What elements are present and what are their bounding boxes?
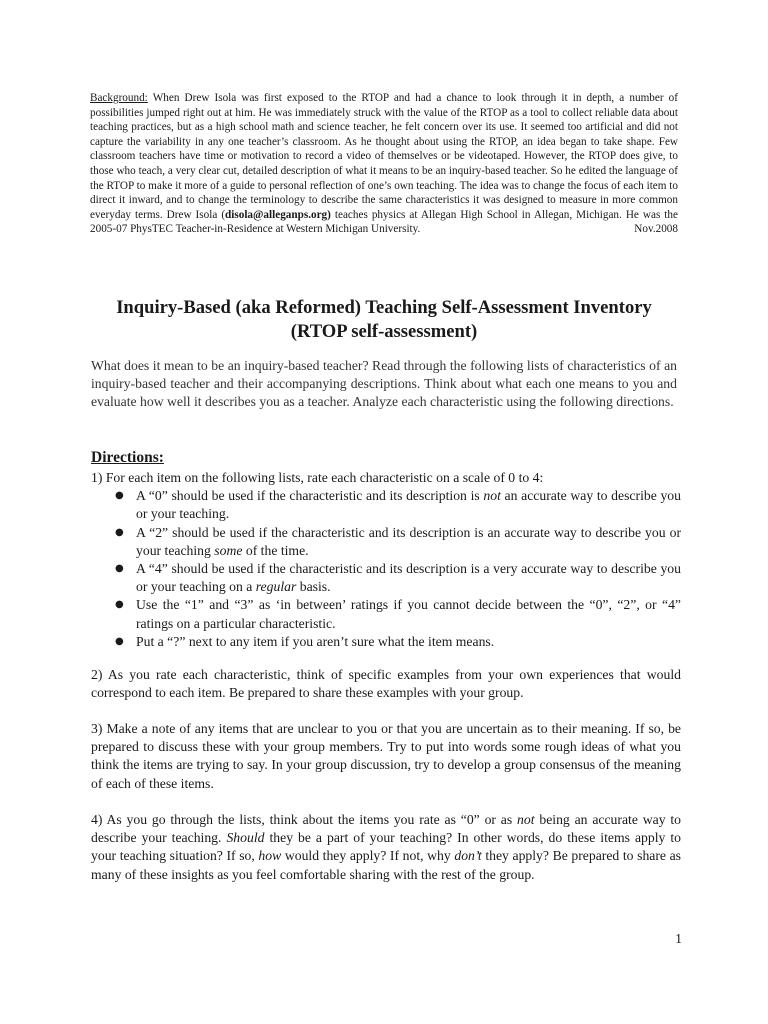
directions-heading: Directions: (91, 449, 164, 466)
document-title (80, 296, 688, 344)
rating-bullet-list (91, 487, 681, 651)
list-item: ● Put a “?” next to any item if you aren’t sure what the item means. (91, 633, 681, 651)
bullet-icon: ● (115, 490, 124, 502)
directions-item-2: 2) As you rate each characteristic, think of specific examples from your own experiences that would correspond to each item. Be prepared to share these examples with your group. (91, 667, 681, 701)
bullet-icon: ● (115, 599, 124, 611)
document-date: Nov.2008 (634, 223, 678, 236)
background-label: Background: (90, 92, 148, 104)
list-item: ● A “0” should be used if the characteristic and its description is not an accurate way to describe you or your teaching. (115, 488, 681, 522)
background-text: When Drew Isola was first exposed to the RTOP and had a chance to look through it in depth, a number of possibilities jumped right out at him. He was immediately struck with the value of the RTOP as a tool to collect reliable data about teaching practices, but as a high school math and science teacher, he felt concern over its use. It seemed too artificial and did not capture the variability in any one teacher’s classroom. As he thought about using the RTOP, an idea began to take shape. Few classroom teachers have time or motivation to record a video of themselves or be videotaped. However, the RTOP does give, to those who teach, a very clear cut, detailed description of what it means to be an inquiry-based teacher. So he edited the language of the RTOP to make it more of a guide to personal reflection of one’s own teaching. The idea was to change the focus of each item to direct it inward, and to change the terminology to describe the same characteristics it was designed to measure in more common everyday terms. Drew Isola ( (90, 92, 678, 221)
list-item: ● A “4” should be used if the characteristic and its description is a very accurate way to describe you or your teaching on a regular basis. (115, 561, 681, 595)
bullet-icon: ● (115, 526, 124, 538)
title-line-2: (RTOP self-assessment) (290, 321, 478, 342)
title-line-1: Inquiry-Based (aka Reformed) Teaching Self-Assessment Inventory (116, 297, 652, 318)
directions-item-1-intro: 1) For each item on the following lists, rate each characteristic on a scale of 0 to 4: (91, 470, 544, 485)
author-email: disola@alleganps.org) (225, 208, 331, 221)
background-text-end: teaches physics at Allegan High School in Allegan, Michigan. He was the 2005-07 PhysTEC Teacher-in-Residence at Western Michigan University. (90, 208, 678, 236)
bullet-icon: ● (115, 563, 124, 575)
directions-item-4: 4) As you go through the lists, think about the items you rate as “0” or as not being an accurate way to describe your teaching. Should they be a part of your teaching? In other words, do these items apply to your teaching situation? If so, how would they apply? If not, why don’t they apply? Be prepared to share as many of these insights as you feel comfortable sharing with the rest of the group. (91, 812, 682, 882)
list-item: ● Use the “1” and “3” as ‘in between’ ratings if you cannot decide between the “0”, “2”, or “4” ratings on a particular characteristic. (115, 597, 681, 631)
list-item: ● A “2” should be used if the characteristic and its description is an accurate way to describe you or your teaching some of the time. (115, 524, 681, 558)
background-paragraph (90, 91, 678, 237)
bullet-icon: ● (115, 635, 124, 647)
intro-paragraph: What does it mean to be an inquiry-based teacher? Read through the following lists of characteristics of an inquiry-based teacher and their accompanying descriptions. Think about what each one means to you and evaluate how well it describes you as a teacher. Analyze each characteristic using the following directions. (91, 358, 677, 410)
page-number: 1 (675, 931, 682, 946)
directions-item-3: 3) Make a note of any items that are unclear to you or that you are uncertain as to their meaning. If so, be prepared to discuss these with your group members. Try to put into words some rough ideas of what you think the items are trying to say. In your group discussion, try to develop a group consensus of the meaning of each of these items. (91, 721, 681, 791)
directions-item-1 (91, 469, 681, 651)
